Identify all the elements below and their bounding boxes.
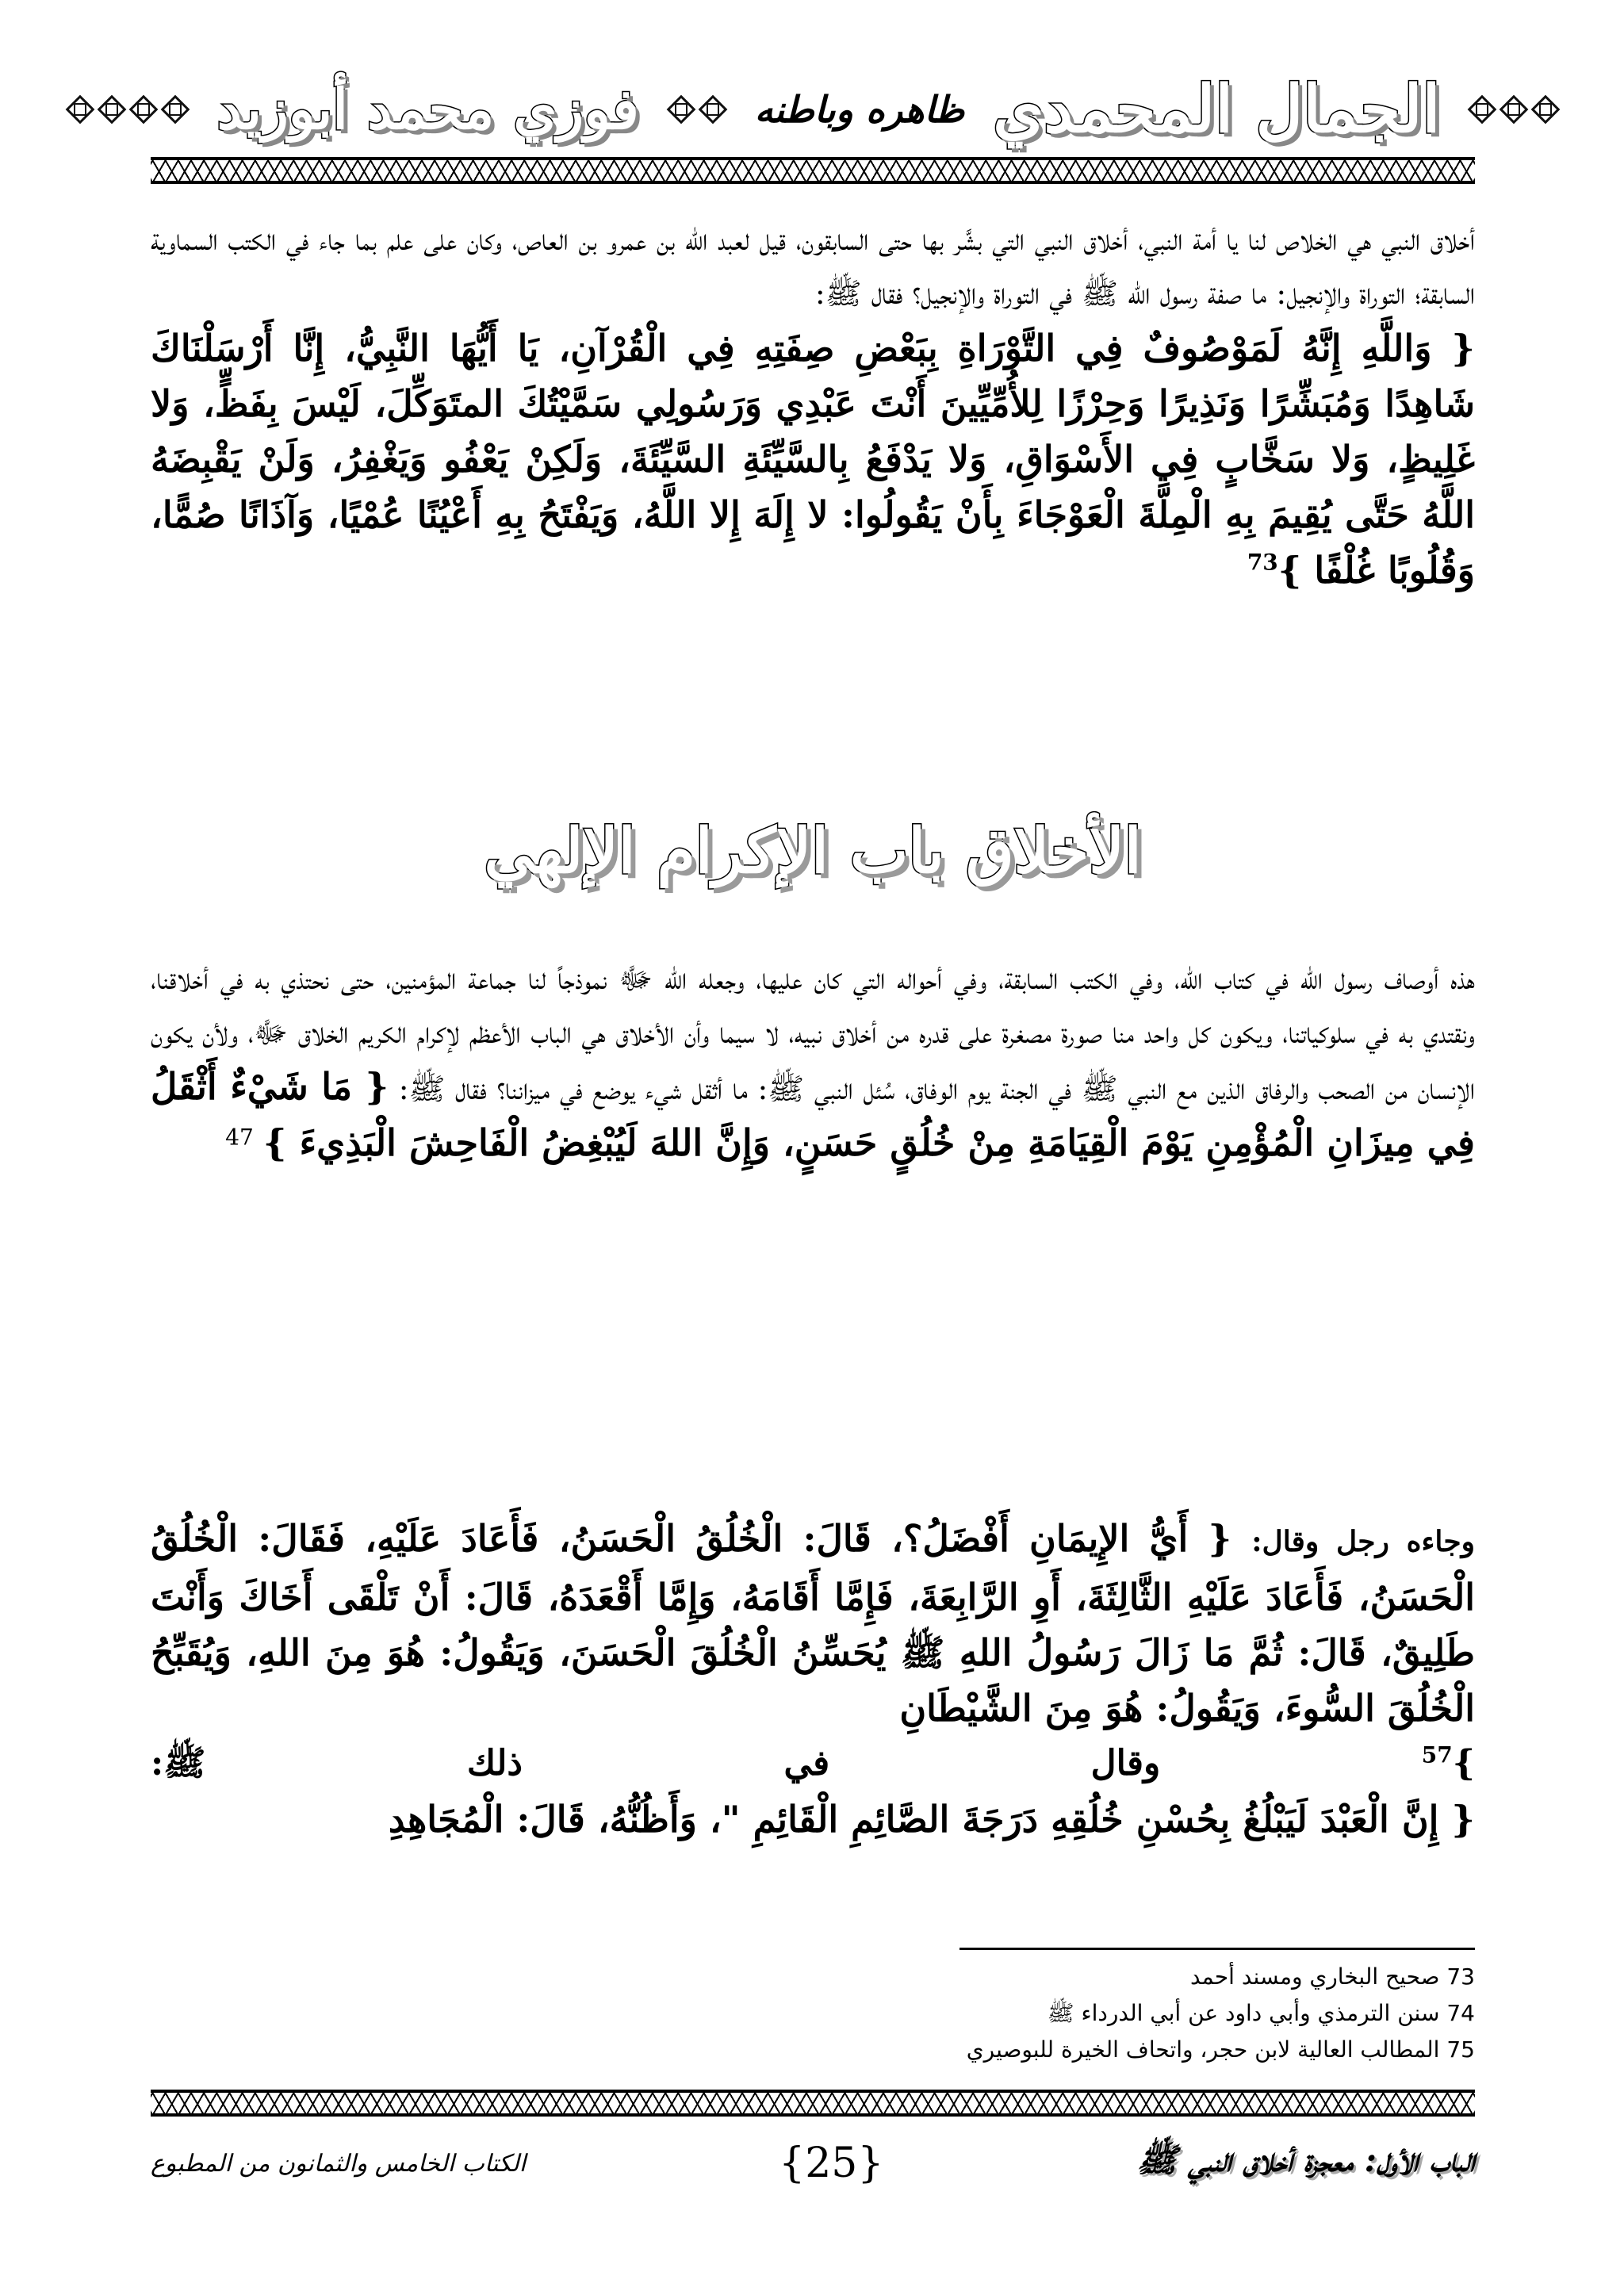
hadith-quote-3: [151, 1511, 1475, 1736]
closing-brace: }: [1452, 1743, 1475, 1783]
footer-book-part: الكتاب الخامس والثمانون من المطبوع: [151, 2149, 527, 2178]
star-ornament-icon: [67, 96, 94, 123]
star-ornament-icon: [668, 96, 695, 123]
footer-row: [151, 2128, 1475, 2199]
header-ornament-middle: [668, 96, 726, 123]
quote-3-closing: [1422, 1736, 1475, 1791]
footnote-ref-73: 73: [1247, 549, 1278, 576]
body-paragraph: [151, 952, 1475, 1172]
footer-chapter-title: الباب الأول: معجزة أخلاق النبي ﷺ: [1136, 2140, 1475, 2179]
footnote-divider: [959, 1948, 1475, 1950]
hadith-quote-1-text: { وَاللَّهِ إِنَّهُ لَمَوْصُوفٌ فِي التَّوْرَاةِ بِبَعْضِ صِفَتِهِ فِي الْقُرْآنِ، يَا أَيُّهَا النَّبِيُّ، إِنَّا أَرْسَلْنَاكَ شَاهِدًا وَمُبَشِّرًا وَنَذِيرًا وَحِرْزًا لِلأُمِّيِّينَ أَنْتَ عَبْدِي وَرَسُولِي سَمَّيْتُكَ المتَوَكِّلَ، لَيْسَ بِفَظٍّ، وَلا غَلِيظٍ، وَلا سَخَّابٍ فِي الأَسْوَاقِ، وَلا يَدْفَعُ بِالسَّيِّئَةِ السَّيِّئَةَ، وَلَكِنْ يَعْفُو وَيَغْفِرُ، وَلَنْ يَقْبِضَهُ اللَّهُ حَتَّى يُقِيمَ بِهِ الْمِلَّةَ الْعَوْجَاءَ بِأَنْ يَقُولُوا: لا إِلَهَ إِلا اللَّهُ، وَيَفْتَحُ بِهِ أَعْيُنًا عُمْيًا، وَآذَانًا صُمًّا، وَقُلُوبًا غُلْفًا }: [151, 327, 1475, 592]
footer-ornamental-band: [151, 2090, 1475, 2117]
header-ornament-right: [1469, 96, 1559, 123]
intro-block: [151, 213, 1475, 598]
hadith-quote-2-text: { مَا شَيْءٌ أَثْقَلُ فِي مِيزَانِ الْمُؤْمِنِ يَوْمَ الْقِيَامَةِ مِنْ خُلُقٍ حَسَنٍ، وَإِنَّ اللهَ لَيُبْغِضُ الْفَاحِشَ الْبَذِيءَ }: [151, 1065, 1475, 1164]
star-ornament-icon: [1532, 96, 1559, 123]
hadith-quote-1: [151, 320, 1475, 598]
footnote-ref-57: 57: [1421, 1741, 1453, 1768]
hadith-block: [151, 1511, 1475, 1847]
footnotes: [151, 1959, 1475, 2068]
star-ornament-icon: [1469, 96, 1496, 123]
saying-word-1: وقال: [1090, 1743, 1161, 1783]
page-header: [151, 63, 1475, 174]
star-ornament-icon: [130, 96, 157, 123]
hadith-quote-3-prefix: وجاءه رجل وقال:: [1251, 1525, 1476, 1558]
saying-word-3: ذلك: [466, 1743, 523, 1783]
author-name: فوزي محمد أبوزيد: [216, 76, 639, 142]
section-heading: [151, 799, 1475, 902]
saying-word-4: ﷺ:: [151, 1743, 206, 1783]
hadith-quote-3-text: { أَيُّ الإِيمَانِ أَفْضَلُ؟، قَالَ: الْخُلُقُ الْحَسَنُ، فَأَعَادَ عَلَيْهِ، فَقَالَ: الْخُلُقُ الْحَسَنُ، فَأَعَادَ عَلَيْهِ الثَّالِثَةَ، أَوِ الرَّابِعَةَ، فَإِمَّا أَقَامَهُ، وَإِمَّا أَقْعَدَهُ، قَالَ: أَنْ تَلْقَى أَخَاكَ وَأَنْتَ طَلِيقٌ، قَالَ: ثُمَّ مَا زَالَ رَسُولُ اللهِ ﷺ يُحَسِّنُ الْخُلُقَ الْحَسَنَ، وَيَقُولُ: هُوَ مِنَ اللهِ، وَيُقَبِّحُ الْخُلُقَ السُّوءَ، وَيَقُولُ: هُوَ مِنَ الشَّيْطَانِ: [151, 1517, 1475, 1730]
book-subtitle: ظاهره وباطنه: [754, 87, 965, 131]
header-ornamental-band: [151, 157, 1475, 184]
saying-word-2: في: [783, 1743, 830, 1783]
body-block: [151, 952, 1475, 1172]
star-ornament-icon: [162, 96, 189, 123]
footnote-73: 73 صحيح البخاري ومسند أحمد: [1189, 1963, 1475, 1990]
header-title-row: [151, 63, 1475, 155]
hadith-quote-4: { إِنَّ الْعَبْدَ لَيَبْلُغُ بِحُسْنِ خُلُقِهِ دَرَجَةَ الصَّائِمِ الْقَائِمِ "، وَأَظُنُّهُ، قَالَ: الْمُجَاهِدِ: [388, 1798, 1475, 1841]
footnote-ref-47: 47: [225, 1124, 254, 1151]
intro-paragraph: أخلاق النبي هي الخلاص لنا يا أمة النبي، أخلاق النبي التي بشَّر بها حتى السابقون، قيل لعبد الله بن عمرو بن العاص، وكان على علم بما جاء في الكتب السماوية السابقة؛ التوراة والإنجيل: ما صفة رسول الله ﷺ في التوراة والإنجيل؟ فقال ﷺ:: [151, 222, 1475, 311]
page-number: {25}: [779, 2140, 884, 2187]
footnote-74: 74 سنن الترمذي وأبي داود عن أبي الدرداء ﷺ: [1047, 2000, 1475, 2026]
star-ornament-icon: [1500, 96, 1527, 123]
footnote-75: 75 المطالب العالية لابن حجر، واتحاف الخيرة للبوصيري: [966, 2036, 1475, 2063]
body-paragraph-text: هذه أوصاف رسول الله في كتاب الله، وفي الكتب السابقة، وفي أحواله التي كان عليها، وجعله الله ﷻ نموذجاً لنا جماعة المؤمنين، حتى نحتذي به في أخلاقنا، ونقتدي به في سلوكياتنا، ويكون كل واحد منا صورة مصغرة على قدره من أخلاق نبيه، لا سيما وأن الأخلاق هي الباب الأعظم لإكرام الكريم الخلاق ﷻ، ولأن يكون الإنسان من الصحب والرفاق الذين مع النبي ﷺ في الجنة يوم الوفاق، سُئل النبي ﷺ: ما أثقل شيء يوضع في ميزاننا؟ فقال ﷺ:: [151, 961, 1475, 1106]
star-ornament-icon: [98, 96, 125, 123]
page-footer: [151, 2090, 1475, 2209]
header-ornament-left: [67, 96, 189, 123]
section-heading-text: الأخلاق باب الإكرام الإلهي: [484, 814, 1142, 887]
saying-row: [151, 1736, 1475, 1791]
book-title: الجمال المحمدي: [993, 71, 1441, 147]
star-ornament-icon: [699, 96, 726, 123]
